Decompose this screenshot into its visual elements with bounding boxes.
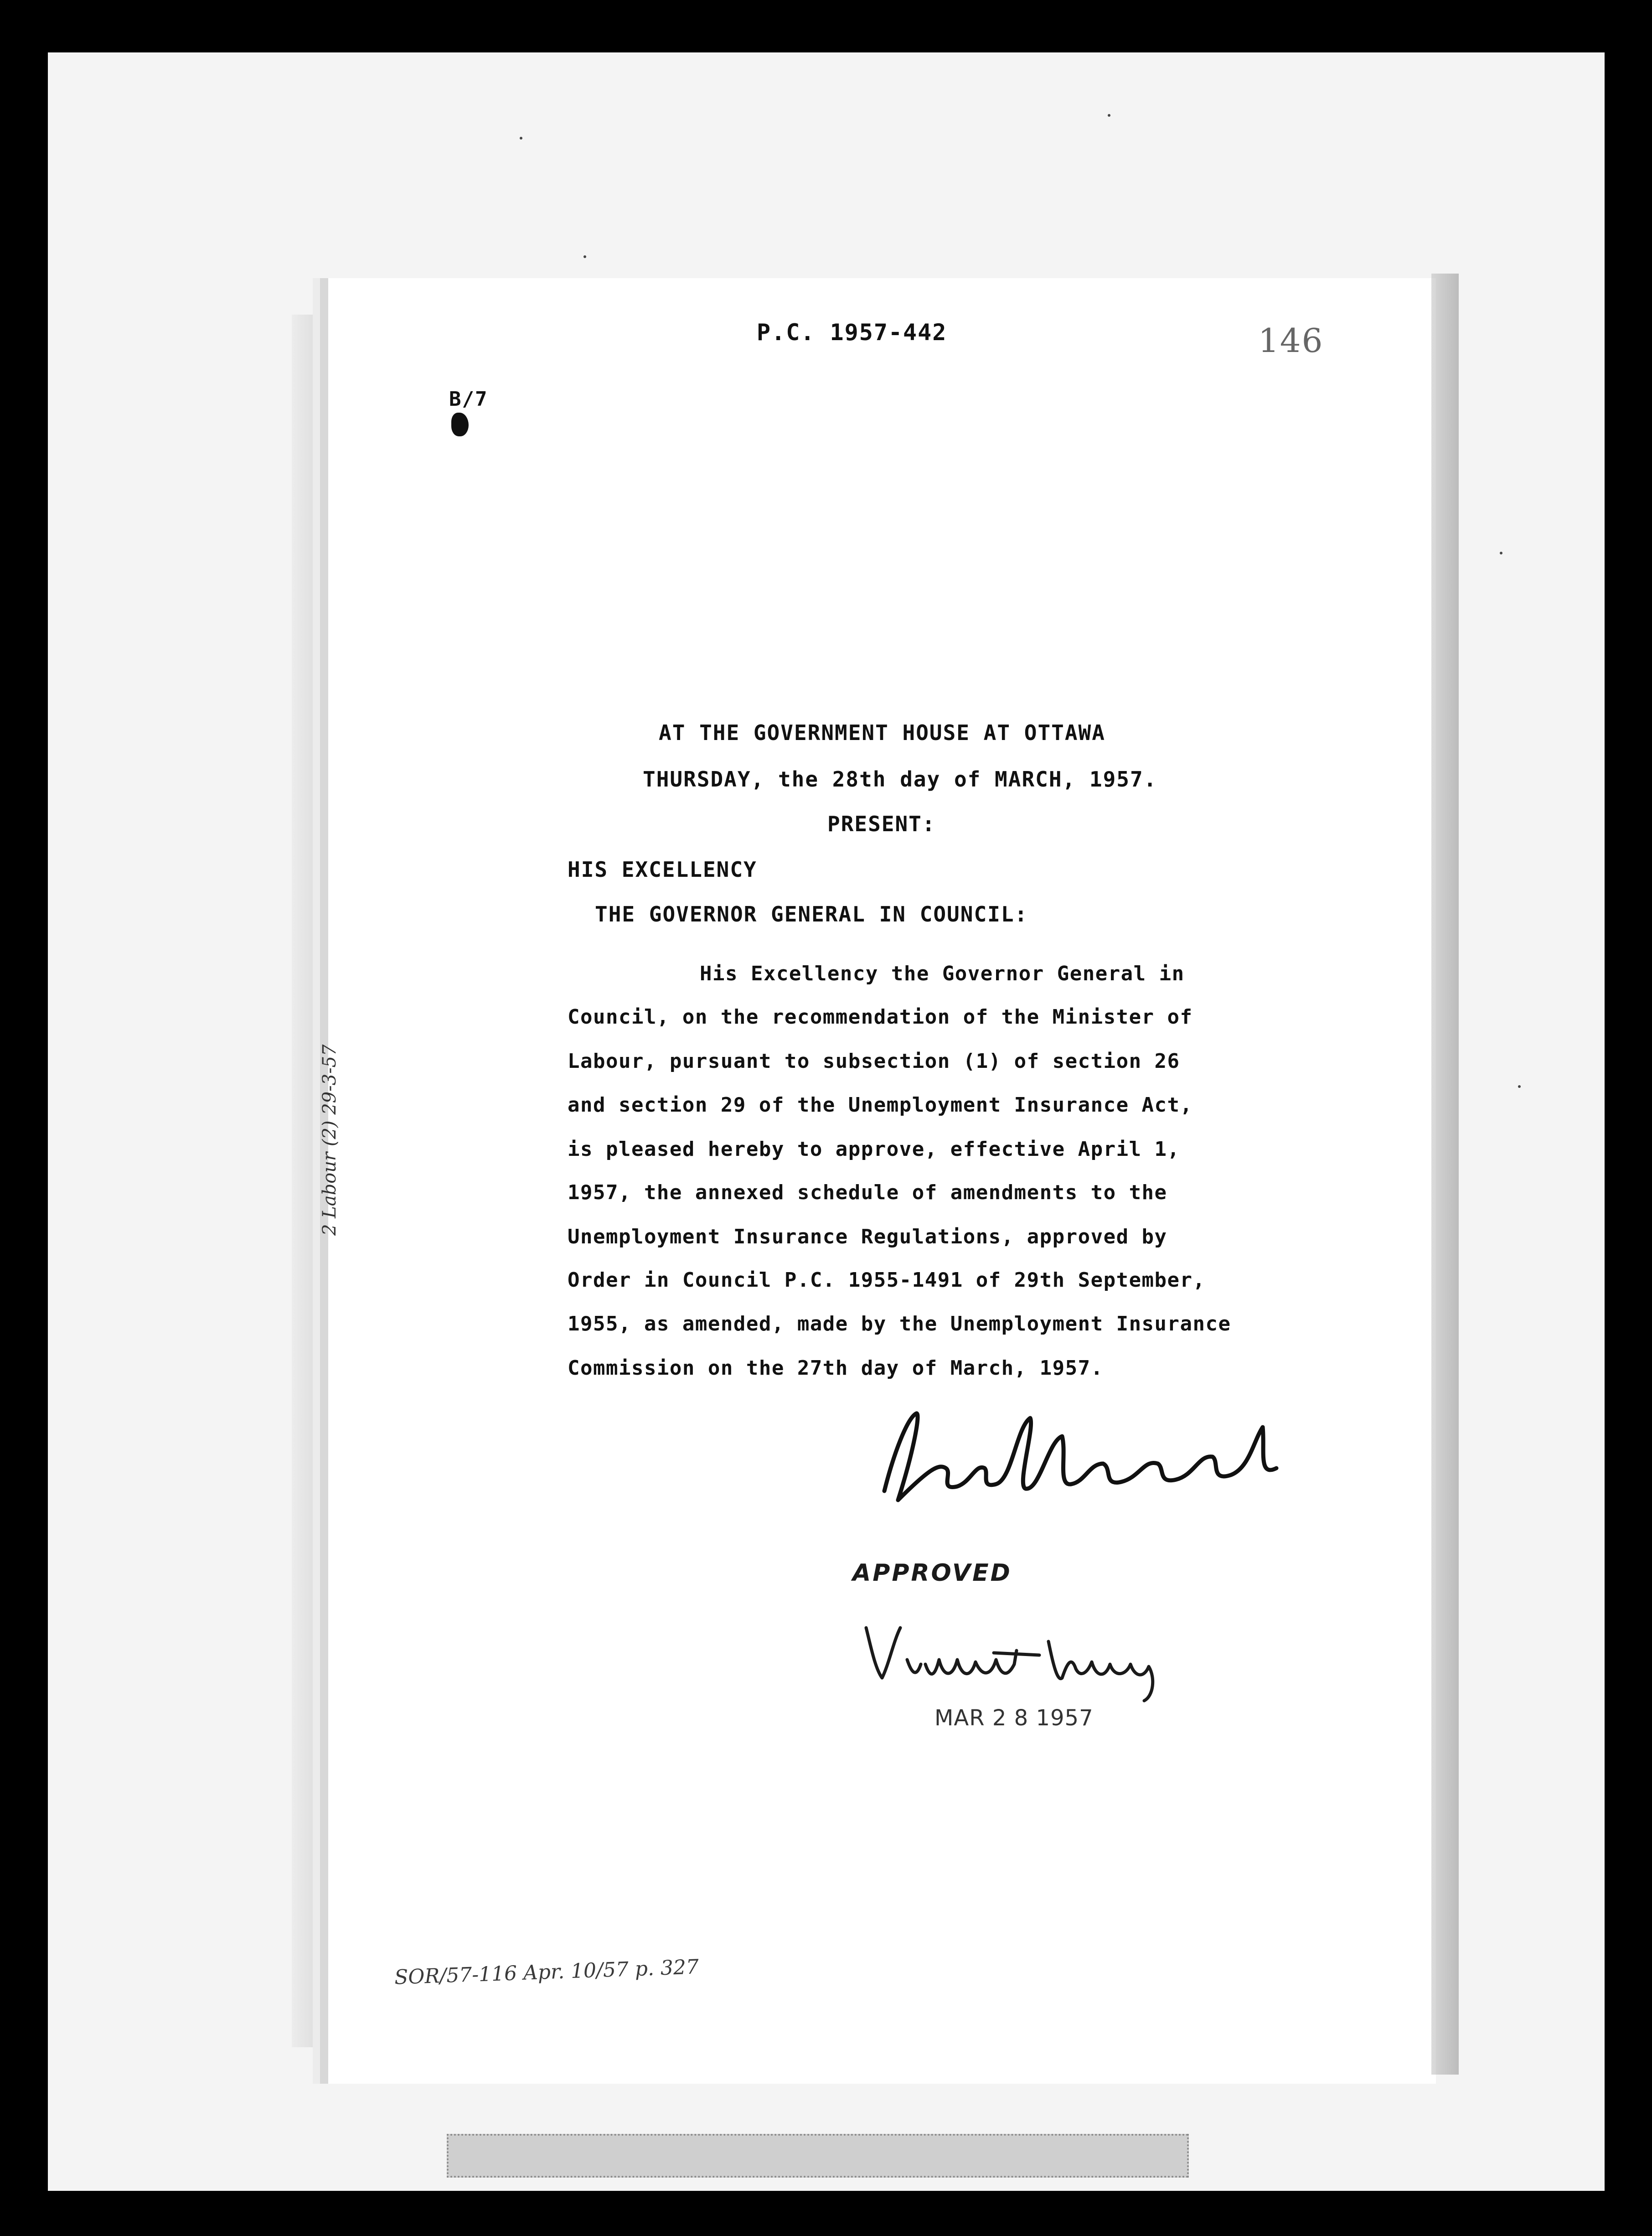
salutation-line: HIS EXCELLENCY	[568, 857, 757, 882]
body-line: Commission on the 27th day of March, 1957.	[568, 1356, 1104, 1380]
page-number: 146	[1258, 321, 1324, 360]
reference-note: SOR/57-116 Apr. 10/57 p. 327	[394, 1955, 699, 1989]
scan-border-band	[1431, 274, 1459, 2075]
body-line: Order in Council P.C. 1955-1491 of 29th September,	[568, 1268, 1206, 1292]
clerk-signature-image	[866, 1400, 1299, 1518]
date-stamp: MAR 2 8 1957	[934, 1705, 1094, 1731]
file-reference: B/7	[449, 388, 488, 411]
scan-speck	[1108, 114, 1110, 117]
scan-speck	[520, 137, 522, 140]
present-label: PRESENT:	[827, 812, 936, 836]
scan-speck	[583, 255, 586, 258]
body-line: 1957, the annexed schedule of amendments to the	[568, 1181, 1167, 1204]
scan-speck	[1518, 1085, 1521, 1088]
approved-label: APPROVED	[852, 1559, 1012, 1587]
film-strip-edge	[447, 2134, 1189, 2178]
body-line: 1955, as amended, made by the Unemployment Insurance	[568, 1312, 1231, 1335]
location-heading: AT THE GOVERNMENT HOUSE AT OTTAWA	[659, 720, 1105, 745]
scan-speck	[1500, 552, 1502, 554]
governor-signature	[857, 1610, 1176, 1701]
ink-blot	[451, 413, 469, 436]
body-line: His Excellency the Governor General in	[700, 962, 1185, 985]
governor-signature-image	[857, 1610, 1176, 1701]
body-line: Unemployment Insurance Regulations, approved by	[568, 1225, 1167, 1248]
body-line: is pleased hereby to approve, effective April 1,	[568, 1138, 1180, 1161]
order-number: P.C. 1957-442	[757, 319, 947, 346]
body-line: Council, on the recommendation of the Minister of	[568, 1005, 1193, 1029]
margin-note: 2 Labour (2) 29-3-57	[319, 1044, 340, 1236]
body-line: Labour, pursuant to subsection (1) of section 26	[568, 1050, 1180, 1073]
clerk-signature	[866, 1400, 1299, 1518]
date-heading: THURSDAY, the 28th day of MARCH, 1957.	[643, 767, 1157, 792]
body-line: and section 29 of the Unemployment Insurance Act,	[568, 1093, 1193, 1117]
salutation-line: THE GOVERNOR GENERAL IN COUNCIL:	[595, 902, 1028, 926]
